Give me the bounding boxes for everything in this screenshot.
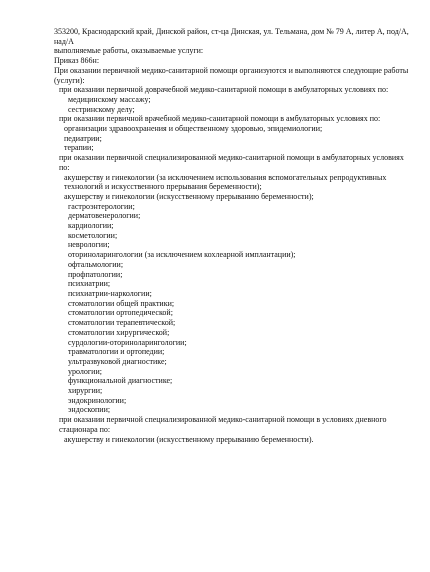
- document-line: стоматологии терапевтической;: [68, 318, 176, 328]
- document-line: стоматологии ортопедической;: [68, 308, 173, 318]
- document-line: офтальмологии;: [68, 259, 124, 269]
- document-line: урологии;: [68, 366, 102, 376]
- document-line: сурдологии-оториноларингологии;: [68, 337, 187, 347]
- document-line: травматологии и ортопедии;: [68, 347, 165, 357]
- document-line: сестринскому делу;: [68, 104, 135, 114]
- document-line: профпатологии;: [68, 269, 123, 279]
- document-line: При оказании первичной медико-санитарной помощи организуются и выполняются следующие работы (услуги):: [54, 65, 409, 85]
- document-line: педиатрии;: [64, 133, 102, 143]
- document-line: оториноларингологии (за исключением кохлеарной имплантации);: [68, 250, 296, 260]
- document-line: при оказании первичной доврачебной медико-санитарной помощи в амбулаторных условиях по:: [59, 85, 389, 95]
- document-line: гастроэнтерологии;: [68, 201, 135, 211]
- document-line: Приказ 866н:: [54, 56, 100, 66]
- document-line: психиатрии-наркологии;: [68, 288, 152, 298]
- document-line: акушерству и гинекологии (искусственному прерыванию беременности).: [64, 434, 314, 444]
- document-line: при оказании первичной специализированной медико-санитарной помощи в амбулаторных условиях по:: [59, 153, 404, 172]
- document-line: организации здравоохранения и общественному здоровью, эпидемиологии;: [64, 124, 323, 134]
- document-line: эндоскопии;: [68, 405, 111, 415]
- document-line: кардиологии;: [68, 221, 114, 231]
- document-line: косметологии;: [68, 230, 118, 240]
- document-line: при оказании первичной специализированной медико-санитарной помощи в условиях дневного стационара по:: [59, 415, 387, 434]
- document-line: медицинскому массажу;: [68, 94, 151, 104]
- document-line: неврологии;: [68, 240, 110, 250]
- document-line: функциональной диагностике;: [68, 376, 173, 386]
- document-line: эндокринологии;: [68, 395, 127, 405]
- document-line: стоматологии общей практики;: [68, 298, 175, 308]
- document-line: 353200, Краснодарский край, Динской район, ст-ца Динская, ул. Тельмана, дом № 79 А, литер А, под/А, над/А: [54, 27, 409, 46]
- document-line: выполняемые работы, оказываемые услуги:: [54, 46, 204, 56]
- document-line: психиатрии;: [68, 279, 111, 289]
- document-line: ультразвуковой диагностике;: [68, 356, 167, 366]
- document-line: акушерству и гинекологии (искусственному прерыванию беременности);: [64, 191, 314, 201]
- document-line: терапии;: [64, 143, 94, 153]
- document-body: [54, 27, 410, 444]
- document-line: дерматовенерологии;: [68, 211, 141, 221]
- document-line: акушерству и гинекологии (за исключением использования вспомогательных репродуктивных технологий и искусственного прерывания беременности);: [64, 172, 387, 192]
- document-line: при оказании первичной врачебной медико-санитарной помощи в амбулаторных условиях по:: [59, 114, 381, 124]
- document-line: хирургии;: [68, 386, 103, 396]
- document-line: стоматологии хирургической;: [68, 327, 170, 337]
